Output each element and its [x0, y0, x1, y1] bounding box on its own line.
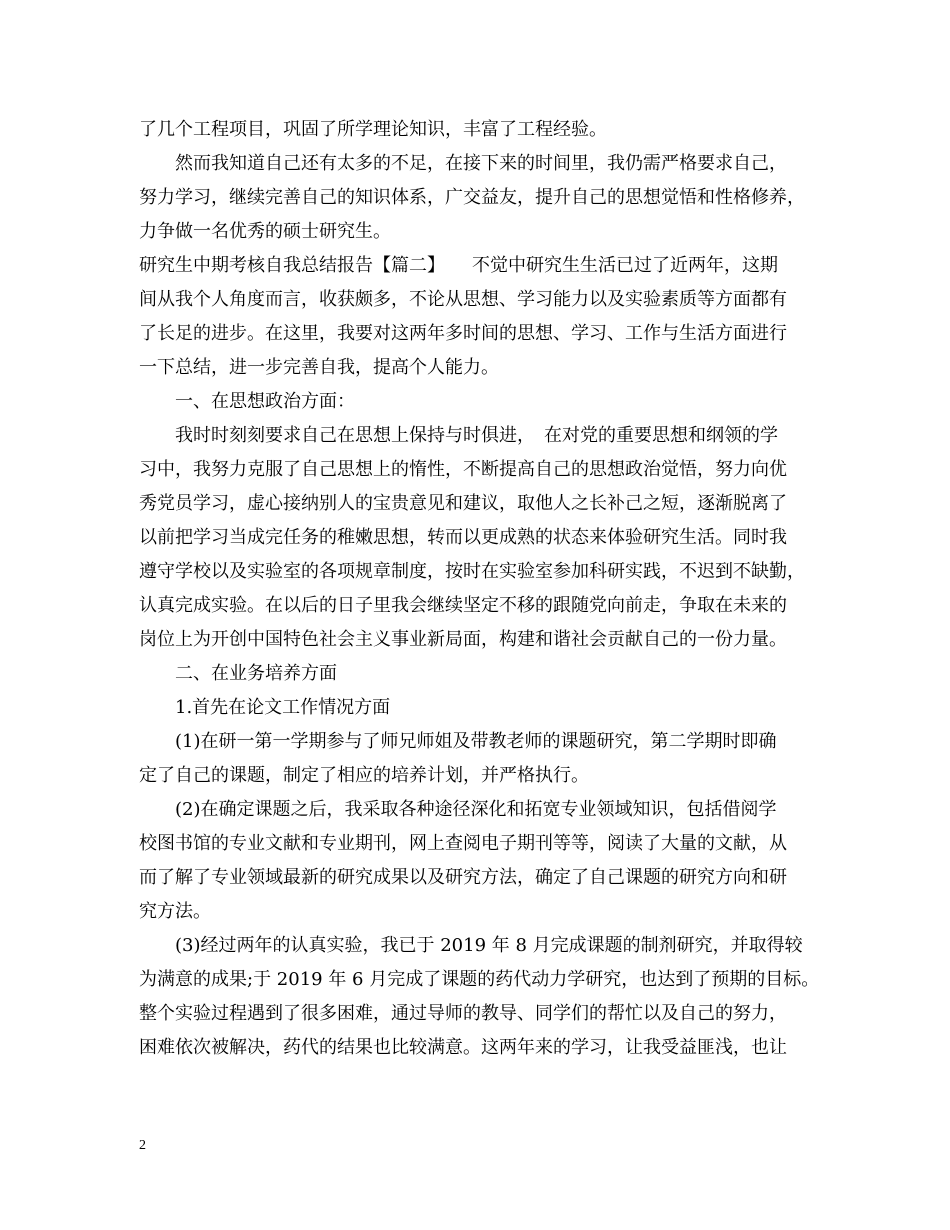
text-line: 习中，我努力克服了自己思想上的惰性，不断提高自己的思想政治觉悟，努力向优	[139, 459, 787, 480]
text-line: 整个实验过程遇到了很多困难，通过导师的教导、同学们的帮忙以及自己的努力，	[139, 1003, 787, 1024]
body-text	[139, 113, 829, 1065]
text-line: 然而我知道自己还有太多的不足，在接下来的时间里，我仍需严格要求自己，	[175, 153, 787, 174]
subheading-line: 一、在思想政治方面：	[175, 391, 355, 412]
text-line: 了几个工程项目，巩固了所学理论知识，丰富了工程经验。	[139, 119, 607, 140]
text-line: 我时时刻刻要求自己在思想上保持与时俱进， 在对党的重要思想和纲领的学	[175, 425, 778, 446]
text-line: 努力学习，继续完善自己的知识体系，广交益友，提升自己的思想觉悟和性格修养，	[139, 187, 805, 208]
text-line: 了长足的进步。在这里，我要对这两年多时间的思想、学习、工作与生活方面进行	[139, 323, 787, 344]
text-line: 岗位上为开创中国特色社会主义事业新局面，构建和谐社会贡献自己的一份力量。	[139, 629, 787, 650]
text-line: 一下总结，进一步完善自我，提高个人能力。	[139, 357, 499, 378]
text-line: 认真完成实验。在以后的日子里我会继续坚定不移的跟随党向前走，争取在未来的	[139, 595, 787, 616]
text-line: 困难依次被解决，药代的结果也比较满意。这两年来的学习，让我受益匪浅，也让	[139, 1037, 787, 1058]
text-line: (2)在确定课题之后，我采取各种途径深化和拓宽专业领域知识，包括借阅学	[175, 799, 777, 820]
text-line: 而了解了专业领域最新的研究成果以及研究方法，确定了自己课题的研究方向和研	[139, 867, 787, 888]
text-line: 定了自己的课题，制定了相应的培养计划，并严格执行。	[139, 765, 589, 786]
text-line: (3)经过两年的认真实验，我已于 2019 年 8 月完成课题的制剂研究，并取得较	[175, 935, 803, 956]
text-line: 究方法。	[139, 901, 211, 922]
subheading-line: 1.首先在论文工作情况方面	[175, 697, 391, 718]
text-line: 秀党员学习，虚心接纳别人的宝贵意见和建议，取他人之长补己之短，逐渐脱离了	[139, 493, 787, 514]
page-number: 2	[139, 1138, 146, 1153]
section-heading-line: 研究生中期考核自我总结报告【篇二】 不觉中研究生生活已过了近两年，这期	[139, 255, 778, 276]
text-line: 以前把学习当成完任务的稚嫩思想，转而以更成熟的状态来体验研究生活。同时我	[139, 527, 787, 548]
subheading-line: 二、在业务培养方面	[175, 663, 337, 684]
text-line: 力争做一名优秀的硕士研究生。	[139, 221, 391, 242]
text-line: 遵守学校以及实验室的各项规章制度，按时在实验室参加科研实践，不迟到不缺勤，	[139, 561, 805, 582]
text-line: 间从我个人角度而言，收获颇多，不论从思想、学习能力以及实验素质等方面都有	[139, 289, 787, 310]
text-line: 为满意的成果;于 2019 年 6 月完成了课题的药代动力学研究，也达到了预期的目标。	[139, 969, 820, 990]
text-line: (1)在研一第一学期参与了师兄师姐及带教老师的课题研究，第二学期时即确	[175, 731, 777, 752]
text-line: 校图书馆的专业文献和专业期刊，网上查阅电子期刊等等，阅读了大量的文献，从	[139, 833, 787, 854]
